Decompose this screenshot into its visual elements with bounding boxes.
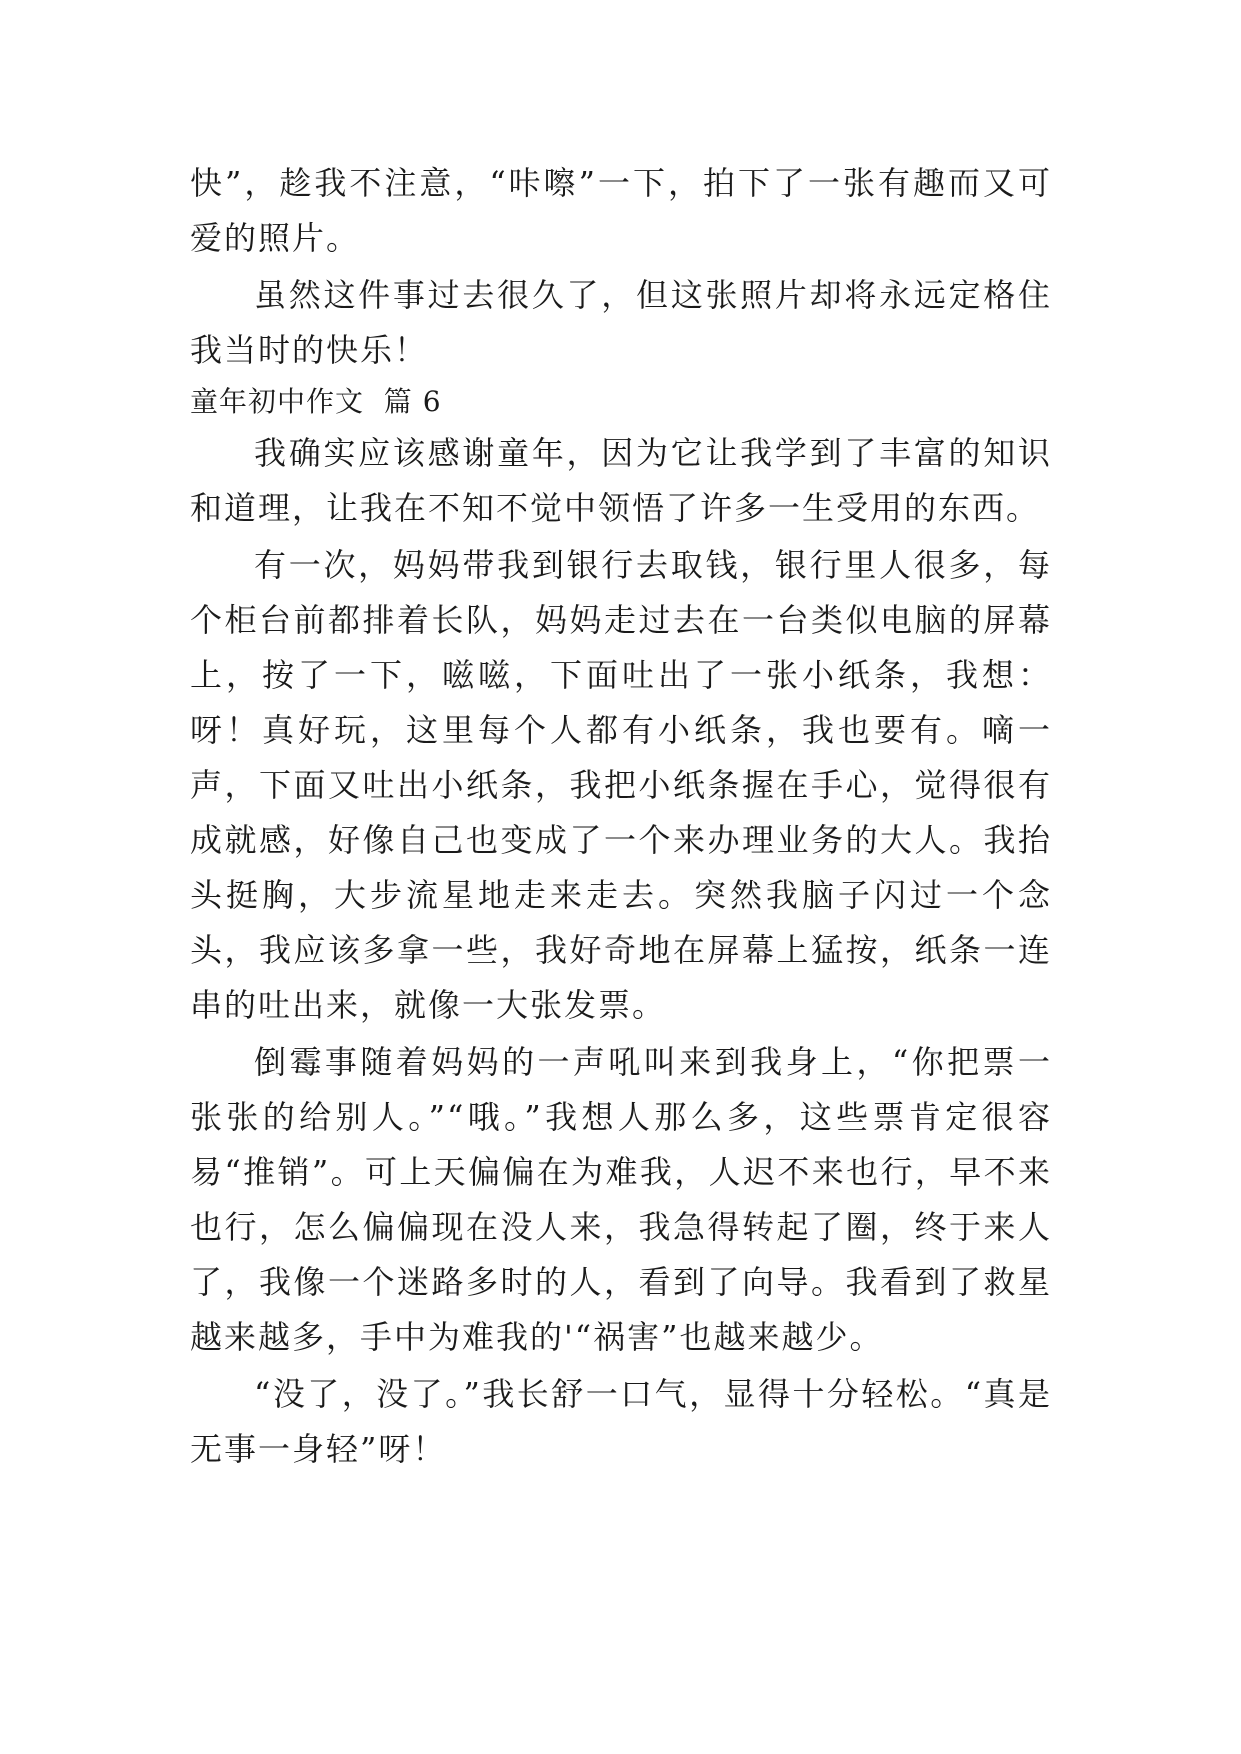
paragraph: 倒霉事随着妈妈的一声吼叫来到我身上，“你把票一张张的给别人。”“哦。”我想人那么多，这些票肯定很容易“推销”。可上天偏偏在为难我，人迟不来也行，早不来也行，怎么偏偏现在没人来，我急得转起了圈，终于来人了，我像一个迷路多时的人，看到了向导。我看到了救星越来越多，手中为难我的'“祸害”也越来越少。 [190,1043,1052,1356]
paragraph: 有一次，妈妈带我到银行去取钱，银行里人很多，每个柜台前都排着长队，妈妈走过去在一台类似电脑的屏幕上，按了一下，嗞嗞，下面吐出了一张小纸条，我想：呀！真好玩，这里每个人都有小纸条，我也要有。嘀一声，下面又吐出小纸条，我把小纸条握在手心，觉得很有成就感，好像自己也变成了一个来办理业务的大人。我抬头挺胸，大步流星地走来走去。突然我脑子闪过一个念头，我应该多拿一些，我好奇地在屏幕上猛按，纸条一连串的吐出来，就像一大张发票。 [190,546,1052,1024]
section-title: 童年初中作文 篇 6 [190,385,442,418]
paragraph: “没了，没了。”我长舒一口气，显得十分轻松。“真是无事一身轻”呀！ [190,1375,1052,1468]
paragraph: 我确实应该感谢童年，因为它让我学到了丰富的知识和道理，让我在不知不觉中领悟了许多一生受用的东西。 [190,434,1052,527]
paragraph-continued: 快”，趁我不注意，“咔嚓”一下，拍下了一张有趣而又可爱的照片。 [190,164,1052,257]
document-body [190,0,1052,1477]
paragraph: 虽然这件事过去很久了，但这张照片却将永远定格住我当时的快乐！ [190,276,1052,369]
